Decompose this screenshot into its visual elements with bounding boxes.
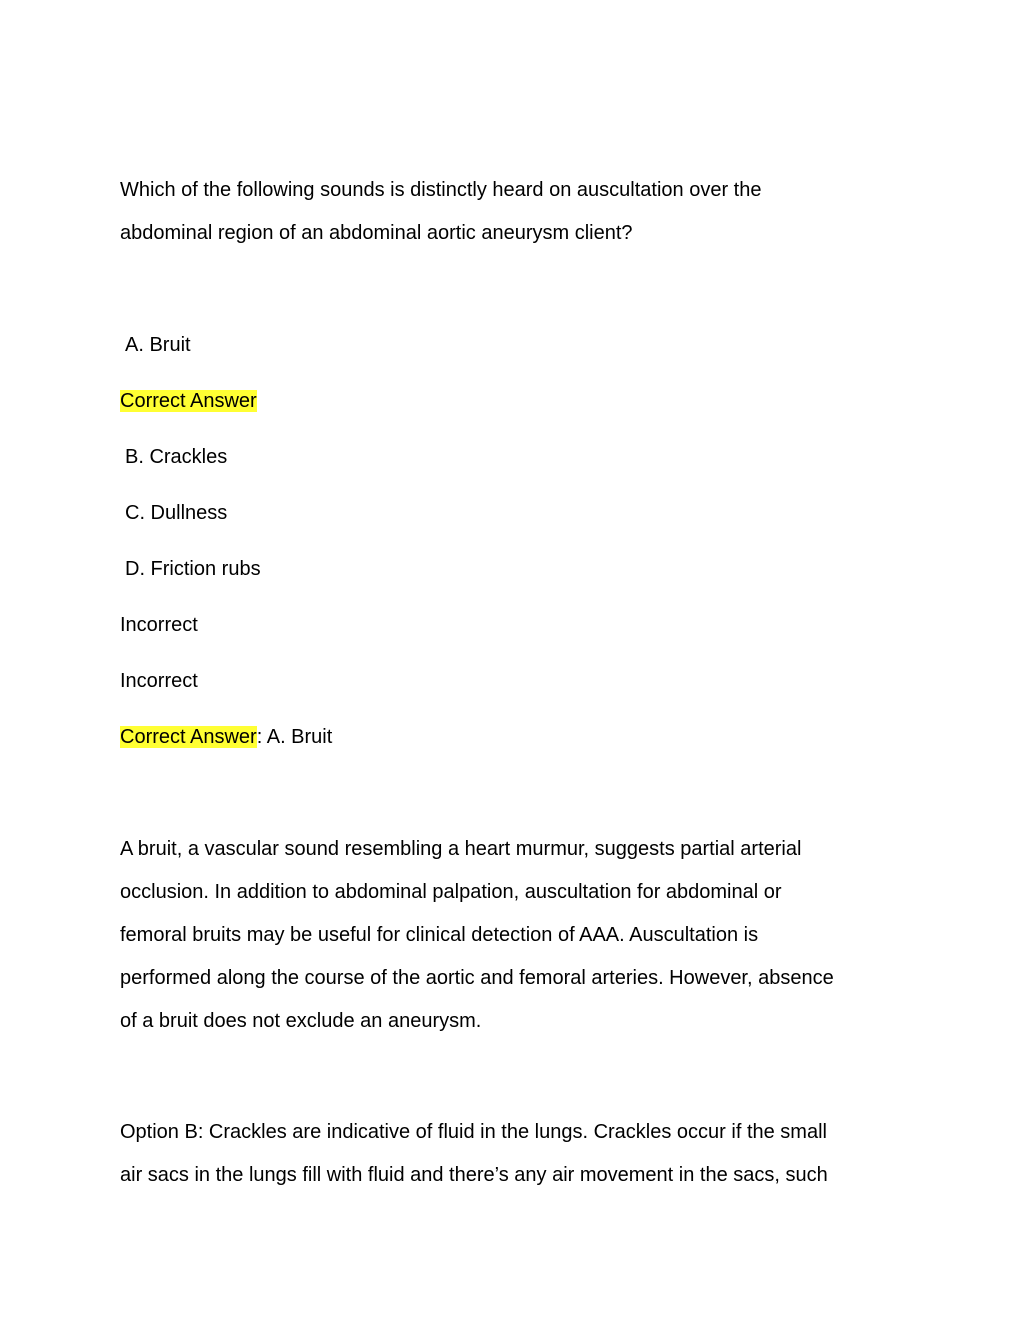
option-d: D. Friction rubs <box>125 558 261 580</box>
correct-answer-tag <box>120 387 257 415</box>
question-line-1: Which of the following sounds is distinctly heard on auscultation over the <box>120 179 762 201</box>
incorrect-tag-1: Incorrect <box>120 614 198 636</box>
correct-answer-highlight: Correct Answer <box>120 390 257 412</box>
explanation-line-4: performed along the course of the aortic and femoral arteries. However, absence <box>120 967 834 989</box>
option-c: C. Dullness <box>125 502 228 524</box>
explanation-line-1: A bruit, a vascular sound resembling a heart murmur, suggests partial arterial <box>120 838 802 860</box>
incorrect-tag-2: Incorrect <box>120 670 198 692</box>
option-a: A. Bruit <box>125 334 191 356</box>
answer-label: Correct Answer <box>120 726 257 748</box>
answer-line <box>120 723 332 751</box>
explanation-line-2: occlusion. In addition to abdominal palpation, auscultation for abdominal or <box>120 881 782 903</box>
explanation-line-5: of a bruit does not exclude an aneurysm. <box>120 1010 482 1032</box>
explanation-line-3: femoral bruits may be useful for clinical detection of AAA. Auscultation is <box>120 924 759 946</box>
option-b: B. Crackles <box>125 446 228 468</box>
option-b-explanation-line-2: air sacs in the lungs fill with fluid and there’s any air movement in the sacs, such <box>120 1164 828 1186</box>
question-line-2: abdominal region of an abdominal aortic aneurysm client? <box>120 222 633 244</box>
answer-value: : A. Bruit <box>256 726 333 748</box>
option-b-explanation-line-1: Option B: Crackles are indicative of fluid in the lungs. Crackles occur if the small <box>120 1121 827 1143</box>
